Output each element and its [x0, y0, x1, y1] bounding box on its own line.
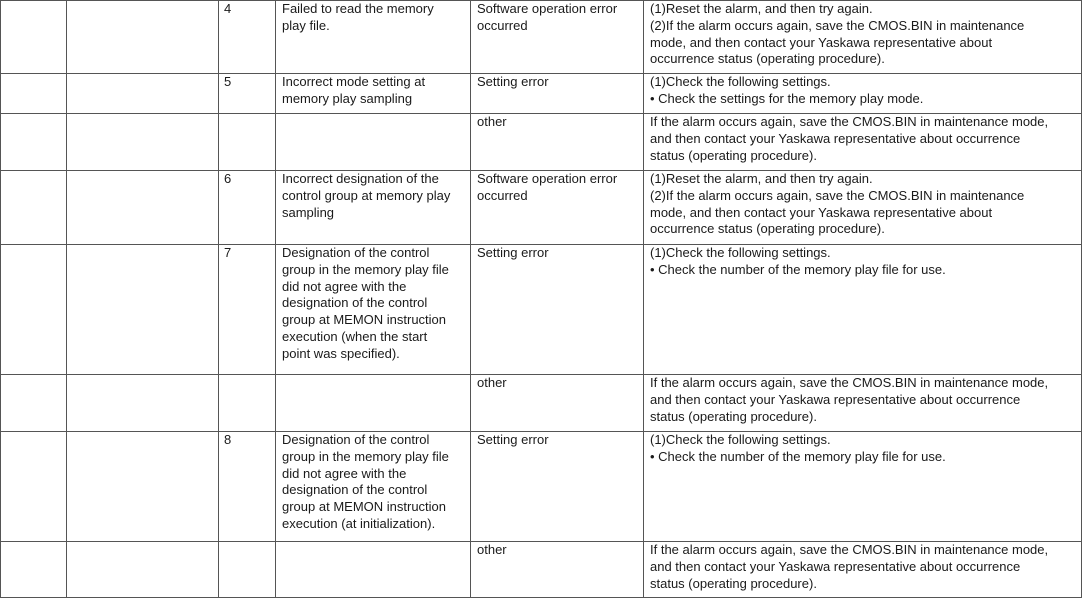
alarm-number-cell [1, 375, 67, 432]
meaning-line: designation of the control [282, 482, 428, 498]
sub-code-cell: 7 [219, 245, 276, 375]
alarm-number-cell [1, 114, 67, 171]
remedy-cell [644, 542, 1082, 598]
table-row [1, 171, 1082, 245]
cause-line: Software operation error [477, 171, 618, 186]
cause-cell [471, 74, 644, 114]
remedy-line: and then contact your Yaskawa representative about occurrence [650, 558, 1021, 574]
alarm-name-cell [67, 74, 219, 114]
remedy-line: occurrence status (operating procedure). [650, 51, 885, 67]
remedy-line: (1)Check the following settings. [650, 74, 831, 89]
table-row [1, 432, 1082, 542]
sub-code-cell: 5 [219, 74, 276, 114]
sub-code-cell: 6 [219, 171, 276, 245]
meaning-cell [276, 245, 471, 375]
remedy-line: If the alarm occurs again, save the CMOS.BIN in maintenance mode, [650, 542, 1049, 557]
remedy-line: and then contact your Yaskawa representative about occurrence [650, 130, 1021, 146]
cause-line: Setting error [477, 245, 549, 260]
remedy-cell [644, 432, 1082, 542]
remedy-line: (1)Reset the alarm, and then try again. [650, 1, 873, 16]
alarm-number-cell [1, 245, 67, 375]
remedy-line: mode, and then contact your Yaskawa representative about [650, 204, 993, 220]
remedy-line: • Check the number of the memory play file for use. [650, 261, 946, 277]
meaning-line: execution (at initialization). [282, 515, 436, 531]
meaning-cell [276, 542, 471, 598]
cause-cell [471, 432, 644, 542]
table-row [1, 375, 1082, 432]
remedy-line: (1)Reset the alarm, and then try again. [650, 171, 873, 186]
alarm-name-cell [67, 1, 219, 74]
alarm-number-cell [1, 432, 67, 542]
remedy-line: (1)Check the following settings. [650, 245, 831, 260]
meaning-line: designation of the control [282, 295, 428, 311]
remedy-line: (2)If the alarm occurs again, save the CMOS.BIN in maintenance [650, 17, 1025, 33]
cause-line: other [477, 375, 507, 390]
alarm-name-cell [67, 375, 219, 432]
remedy-line: status (operating procedure). [650, 408, 817, 424]
remedy-cell [644, 114, 1082, 171]
meaning-line: group in the memory play file [282, 448, 449, 464]
meaning-cell [276, 171, 471, 245]
remedy-line: mode, and then contact your Yaskawa representative about [650, 34, 993, 50]
meaning-line: sampling [282, 204, 335, 220]
meaning-line: execution (when the start [282, 328, 428, 344]
table-row [1, 114, 1082, 171]
cause-line: Software operation error [477, 1, 618, 16]
cause-cell [471, 245, 644, 375]
meaning-line: group at MEMON instruction [282, 312, 447, 328]
cause-cell [471, 542, 644, 598]
table-row [1, 1, 1082, 74]
cause-cell [471, 114, 644, 171]
remedy-line: occurrence status (operating procedure). [650, 221, 885, 237]
meaning-line: Designation of the control [282, 432, 430, 447]
meaning-line: did not agree with the [282, 465, 407, 481]
alarm-number-cell [1, 1, 67, 74]
remedy-line: and then contact your Yaskawa representative about occurrence [650, 391, 1021, 407]
remedy-line: (1)Check the following settings. [650, 432, 831, 447]
remedy-cell [644, 1, 1082, 74]
remedy-line: If the alarm occurs again, save the CMOS.BIN in maintenance mode, [650, 375, 1049, 390]
remedy-line: • Check the number of the memory play file for use. [650, 448, 946, 464]
alarm-number-cell [1, 171, 67, 245]
alarm-name-cell [67, 245, 219, 375]
cause-line: Setting error [477, 432, 549, 447]
alarm-name-cell [67, 171, 219, 245]
meaning-cell [276, 1, 471, 74]
remedy-cell [644, 245, 1082, 375]
meaning-line: group at MEMON instruction [282, 499, 447, 515]
sub-code-cell [219, 375, 276, 432]
meaning-cell [276, 375, 471, 432]
sub-code-cell: 8 [219, 432, 276, 542]
table-row [1, 74, 1082, 114]
cause-cell [471, 375, 644, 432]
alarm-number-cell [1, 542, 67, 598]
remedy-cell [644, 171, 1082, 245]
alarm-name-cell [67, 432, 219, 542]
cause-line: Setting error [477, 74, 549, 89]
remedy-cell [644, 375, 1082, 432]
alarm-number-cell [1, 74, 67, 114]
meaning-line: play file. [282, 17, 330, 33]
cause-line: occurred [477, 187, 528, 203]
remedy-line: status (operating procedure). [650, 147, 817, 163]
meaning-line: control group at memory play [282, 187, 451, 203]
cause-line: other [477, 542, 507, 557]
sub-code-cell [219, 542, 276, 598]
meaning-cell [276, 114, 471, 171]
table-row [1, 245, 1082, 375]
alarm-name-cell [67, 542, 219, 598]
meaning-cell [276, 432, 471, 542]
remedy-cell [644, 74, 1082, 114]
meaning-line: point was specified). [282, 345, 400, 361]
remedy-line: (2)If the alarm occurs again, save the CMOS.BIN in maintenance [650, 187, 1025, 203]
cause-line: other [477, 114, 507, 129]
meaning-line: group in the memory play file [282, 261, 449, 277]
alarm-name-cell [67, 114, 219, 171]
meaning-line: did not agree with the [282, 278, 407, 294]
cause-cell [471, 171, 644, 245]
meaning-line: Incorrect mode setting at [282, 74, 426, 89]
remedy-line: If the alarm occurs again, save the CMOS.BIN in maintenance mode, [650, 114, 1049, 129]
meaning-line: Failed to read the memory [282, 1, 434, 16]
remedy-line: status (operating procedure). [650, 575, 817, 591]
meaning-line: memory play sampling [282, 90, 413, 106]
sub-code-cell [219, 114, 276, 171]
meaning-cell [276, 74, 471, 114]
meaning-line: Incorrect designation of the [282, 171, 439, 186]
table-row [1, 542, 1082, 598]
cause-cell [471, 1, 644, 74]
sub-code-cell: 4 [219, 1, 276, 74]
meaning-line: Designation of the control [282, 245, 430, 260]
cause-line: occurred [477, 17, 528, 33]
remedy-line: • Check the settings for the memory play mode. [650, 90, 924, 106]
